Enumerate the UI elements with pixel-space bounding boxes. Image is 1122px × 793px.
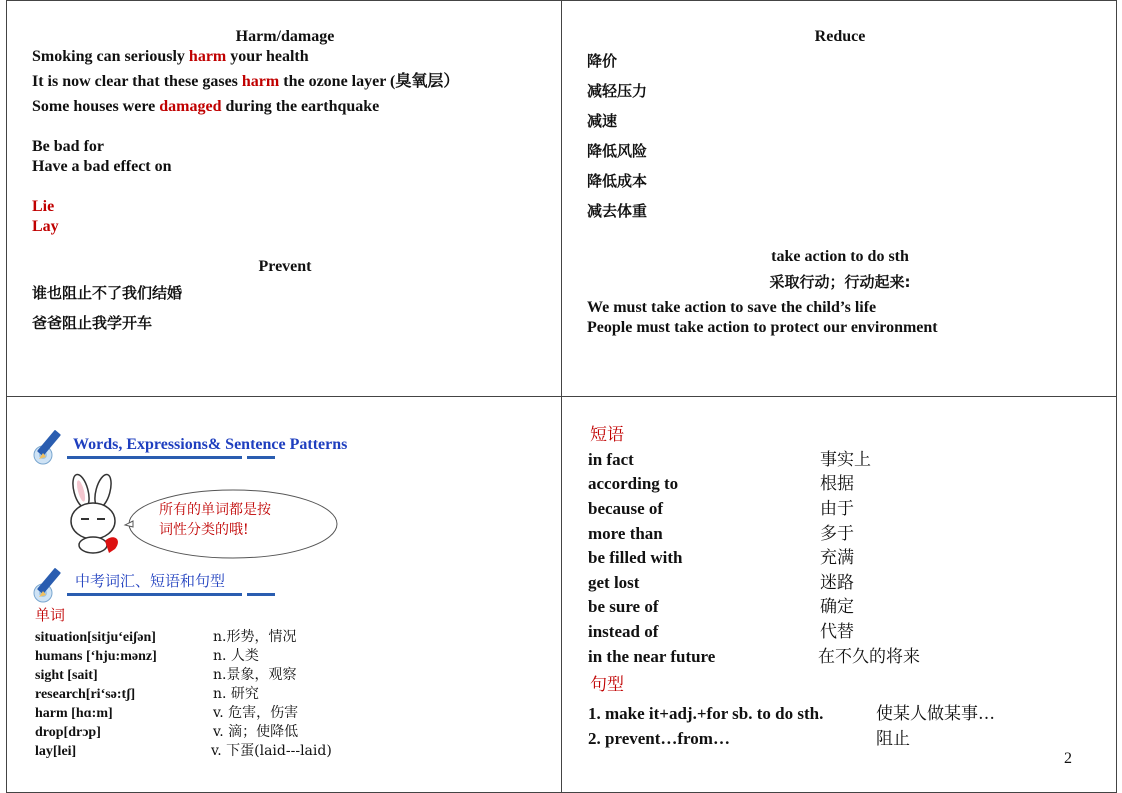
phrase-cn: 确定 xyxy=(820,597,854,617)
phrase-cn: 在不久的将来 xyxy=(818,647,920,667)
pattern-en: 2. prevent…from… xyxy=(588,729,730,748)
patterns-label: 句型 xyxy=(590,675,624,695)
word-entry: research[ri‘sə:tʃ] xyxy=(35,687,136,702)
sentence-text: It is now clear that these gases xyxy=(32,73,242,90)
slide-title: Harm/damage xyxy=(235,28,335,45)
sentence-text: during the earthquake xyxy=(221,98,380,115)
red-word: Lie xyxy=(32,198,55,215)
slide-reduce xyxy=(561,0,1117,397)
highlight-word: harm xyxy=(188,48,227,65)
pattern-en: 1. make it+adj.+for sb. to do sth. xyxy=(588,704,824,723)
reduce-item: 降低风险 xyxy=(587,142,648,160)
phrase-en: in the near future xyxy=(588,647,716,666)
chinese-sentence: 谁也阻止不了我们结婚 xyxy=(32,284,183,302)
word-meaning: n. 研究 xyxy=(213,686,259,702)
example-sentence xyxy=(32,72,459,92)
phrase-en: be filled with xyxy=(588,548,683,567)
example-sentence: We must take action to save the child’s life xyxy=(587,299,877,316)
red-word: Lay xyxy=(32,218,59,235)
section-title: Prevent xyxy=(258,258,312,275)
reduce-item: 减速 xyxy=(587,112,618,130)
word-entry: sight [sait] xyxy=(35,668,98,683)
header-underline xyxy=(67,456,242,459)
reduce-item: 降价 xyxy=(587,52,618,70)
sentence-text: the ozone layer (臭氧层） xyxy=(279,73,460,90)
sentence-text: Smoking can seriously xyxy=(32,48,189,65)
rabbit-mascot-icon xyxy=(61,473,131,555)
slide-vocabulary xyxy=(6,396,562,793)
highlight-word: damaged xyxy=(159,98,222,115)
phrase-en: in fact xyxy=(588,450,634,469)
phrase-en: be sure of xyxy=(588,597,659,616)
word-meaning: n.形势，情况 xyxy=(213,629,297,645)
header-underline xyxy=(67,593,242,596)
word-meaning: n. 人类 xyxy=(213,648,259,664)
example-sentence: People must take action to protect our environment xyxy=(587,319,938,336)
phrase-en: according to xyxy=(588,474,679,493)
phrases-label: 短语 xyxy=(590,425,624,445)
bubble-text: 所有的单词都是按 xyxy=(159,502,271,518)
word-meaning: v. 危害，伤害 xyxy=(213,705,299,721)
slide-harm-damage xyxy=(6,0,562,397)
bubble-text: 词性分类的哦! xyxy=(159,522,249,538)
word-meaning: n.景象，观察 xyxy=(213,667,297,683)
phrase-en: instead of xyxy=(588,622,659,641)
slide-title: Reduce xyxy=(814,28,866,45)
pattern-cn: 阻止 xyxy=(876,729,910,749)
word-entry: lay[lei] xyxy=(35,744,77,759)
phrase-cn: 根据 xyxy=(820,474,854,494)
words-label: 单词 xyxy=(35,606,66,624)
phrase-en: more than xyxy=(588,524,663,543)
word-entry: drop[drɔp] xyxy=(35,725,101,740)
phrase: Be bad for xyxy=(32,138,104,155)
section-header: 中考词汇、短语和句型 xyxy=(75,572,226,590)
section-header: Words, Expressions& Sentence Patterns xyxy=(73,436,348,453)
phrase-cn: 迷路 xyxy=(820,573,854,593)
phrase-cn: 事实上 xyxy=(820,450,871,470)
reduce-item: 降低成本 xyxy=(587,172,648,190)
slide-phrases xyxy=(561,396,1117,793)
phrase-en: because of xyxy=(588,499,664,518)
page-number: 2 xyxy=(1064,750,1072,767)
word-entry: harm [hɑ:m] xyxy=(35,706,113,721)
phrase-cn: 由于 xyxy=(820,499,854,519)
word-entry: situation[sitju‘eiʃən] xyxy=(35,630,156,645)
reduce-item: 减去体重 xyxy=(587,202,648,220)
phrase-cn: 充满 xyxy=(820,548,854,568)
word-entry: humans [‘hju:mənz] xyxy=(35,649,157,664)
pencil-icon xyxy=(31,423,75,467)
pencil-icon xyxy=(31,561,75,605)
section-subtitle: 采取行动；行动起来: xyxy=(769,273,911,291)
header-underline xyxy=(247,593,275,596)
reduce-item: 减轻压力 xyxy=(587,82,648,100)
example-sentence xyxy=(32,97,379,117)
word-meaning: v. 下蛋(laid---laid) xyxy=(211,743,332,759)
chinese-sentence: 爸爸阻止我学开车 xyxy=(32,314,153,332)
example-sentence xyxy=(32,47,309,67)
header-underline xyxy=(247,456,275,459)
phrase-cn: 代替 xyxy=(820,622,854,642)
phrase-cn: 多于 xyxy=(820,524,854,544)
word-meaning: v. 滴；使降低 xyxy=(213,724,299,740)
phrase-en: get lost xyxy=(588,573,640,592)
phrase: Have a bad effect on xyxy=(32,158,172,175)
highlight-word: harm xyxy=(241,73,280,90)
sentence-text: your health xyxy=(226,48,309,65)
pattern-cn: 使某人做某事… xyxy=(876,704,995,724)
section-title: take action to do sth xyxy=(771,248,909,265)
sentence-text: Some houses were xyxy=(32,98,160,115)
